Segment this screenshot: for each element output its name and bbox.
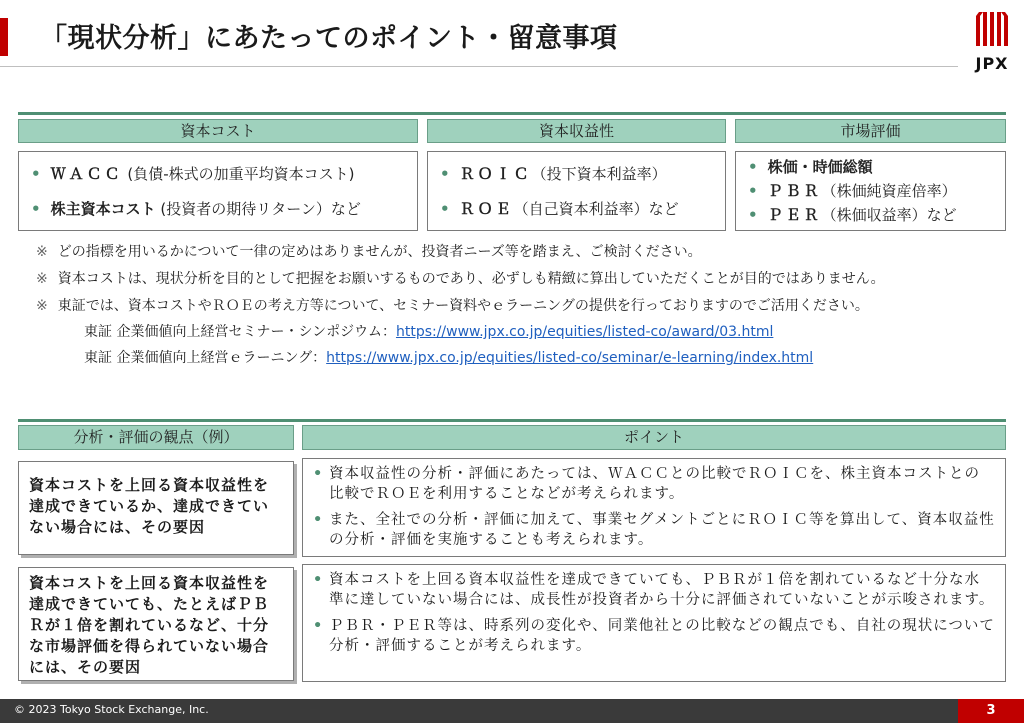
note-text: 資本コストは、現状分析を目的として把握をお願いするものであり、必ずしも精緻に算出していただくことが目的ではありません。 (57, 271, 885, 287)
metric-name: ＷＡＣＣ (50, 165, 123, 183)
market-valuation-box (735, 151, 1006, 231)
metric-name: 株主資本コスト (50, 200, 156, 218)
metric-desc: （株価純資産倍率） (821, 182, 957, 200)
list-item (748, 180, 957, 201)
link-label: 東証 企業価値向上経営ｅラーニング： (84, 350, 327, 366)
metric-desc: （株価収益率）など (821, 206, 957, 224)
jpx-logo-mark-icon (968, 8, 1016, 54)
list-item (748, 204, 957, 225)
list-item (31, 198, 361, 219)
metric-name: ＰＢＲ (767, 182, 822, 200)
bullet: • (440, 165, 450, 183)
bullet: • (748, 206, 758, 224)
header-market-valuation: 市場評価 (735, 119, 1006, 143)
point-text: また、全社での分析・評価に加えて、事業セグメントごとにＲＯＩＣ等を算出して、資本収益性の分析・評価を実施することも考えられます。 (329, 512, 995, 548)
bullet: • (313, 466, 324, 482)
point-text: 資本コストを上回る資本収益性を達成できていても、ＰＢＲが１倍を割れているなど十分な水準に達していない場合には、成長性が投資者から十分に評価されていないことが示唆されます。 (329, 572, 995, 608)
bullet: • (440, 200, 450, 218)
perspective-1: 資本コストを上回る資本収益性を達成できているか、達成できていない場合には、その要因 (18, 461, 294, 555)
note-text: どの指標を用いるかについて一律の定めはありませんが、投資者ニーズ等を踏まえ、ご検討ください。 (57, 244, 702, 260)
note-mark: ※ (36, 271, 48, 287)
note-mark: ※ (36, 244, 48, 260)
bullet: • (313, 512, 324, 528)
header-capital-profitability: 資本収益性 (427, 119, 726, 143)
metric-desc: (投資者の期待リターン）など (155, 200, 361, 218)
metric-name: 株価・時価総額 (767, 158, 873, 176)
metric-desc: (負債-株式の加重平均資本コスト) (122, 165, 355, 183)
copyright: © 2023 Tokyo Stock Exchange, Inc. (14, 703, 209, 716)
elearning-link-line (84, 347, 813, 367)
list-item (440, 163, 667, 184)
title-accent-bar (0, 18, 8, 56)
section-tab-label: 分析・評価の観点とポイント (36, 397, 257, 417)
header-point: ポイント (302, 425, 1006, 450)
capital-cost-box (18, 151, 418, 231)
list-item (440, 198, 679, 219)
profitability-box (427, 151, 726, 231)
perspective-2: 資本コストを上回る資本収益性を達成できていても、たとえばＰＢＲが１倍を割れているなど、十分な市場評価を得られていない場合には、その要因 (18, 567, 294, 681)
header-capital-cost: 資本コスト (18, 119, 418, 143)
header-perspective: 分析・評価の観点（例） (18, 425, 294, 450)
note-2 (36, 268, 885, 288)
points-1 (302, 458, 1006, 557)
points-2 (302, 564, 1006, 682)
footer (0, 699, 958, 723)
list-item (313, 464, 995, 504)
section-tab-label: 現状分析に用いる指標の例 (36, 90, 240, 110)
metric-name: ＲＯＩＣ (459, 165, 532, 183)
list-item (313, 616, 995, 656)
list-item (748, 156, 873, 177)
section-tab-indicators (18, 87, 302, 113)
note-1 (36, 241, 702, 261)
bullet: • (748, 182, 758, 200)
bullet: • (313, 572, 324, 588)
title-divider (0, 66, 958, 67)
list-item (31, 163, 355, 184)
page-number: 3 (958, 699, 1024, 723)
bullet: • (31, 165, 41, 183)
metric-desc: （自己資本利益率）など (513, 200, 679, 218)
section-tab-analysis (18, 394, 302, 420)
bullet: • (31, 200, 41, 218)
note-3 (36, 295, 869, 315)
seminar-link-line (84, 321, 773, 341)
metric-desc: （投下資本利益率） (531, 165, 667, 183)
metric-name: ＲＯＥ (459, 200, 514, 218)
list-item (313, 570, 995, 610)
elearning-link[interactable]: https://www.jpx.co.jp/equities/listed-co/seminar/e-learning/index.html (326, 350, 814, 366)
bullet: • (748, 158, 758, 176)
metric-name: ＰＥＲ (767, 206, 822, 224)
list-item (313, 510, 995, 550)
point-text: ＰＢＲ・ＰＥＲ等は、時系列の変化や、同業他社との比較などの観点でも、自社の現状について分析・評価することが考えられます。 (329, 618, 995, 654)
bullet: • (313, 618, 324, 634)
point-text: 資本収益性の分析・評価にあたっては、ＷＡＣＣとの比較でＲＯＩＣを、株主資本コストとの比較でＲＯＥを利用することなどが考えられます。 (329, 466, 980, 502)
seminar-link[interactable]: https://www.jpx.co.jp/equities/listed-co/award/03.html (395, 324, 774, 340)
jpx-logo-text: JPX (975, 54, 1009, 73)
page-title: 「現状分析」にあたってのポイント・留意事項 (40, 23, 618, 54)
section-rule (18, 112, 1006, 115)
link-label: 東証 企業価値向上経営セミナー・シンポジウム： (84, 324, 396, 340)
jpx-logo (968, 8, 1016, 72)
note-mark: ※ (36, 298, 48, 314)
section-rule (18, 419, 1006, 422)
note-text: 東証では、資本コストやＲＯＥの考え方等について、セミナー資料やｅラーニングの提供を行っておりますのでご活用ください。 (57, 298, 869, 314)
